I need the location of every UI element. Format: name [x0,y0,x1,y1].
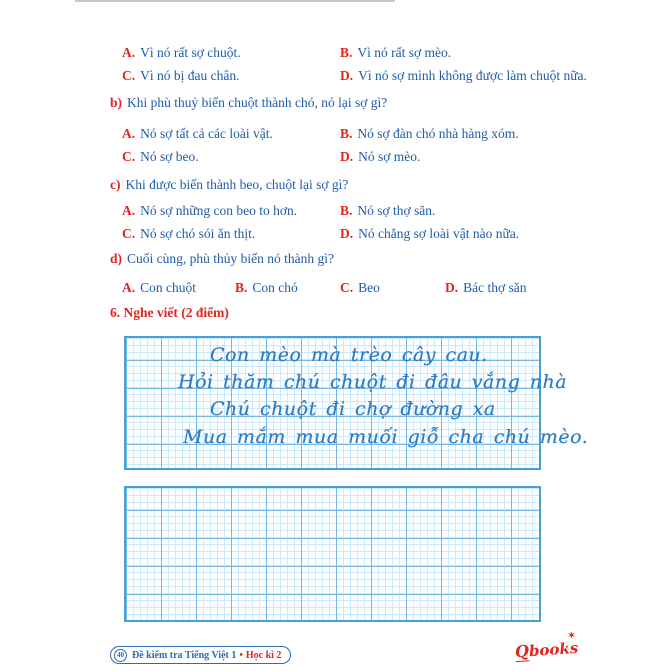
option-a [122,203,340,219]
option-letter: C. [122,149,136,164]
option-letter: A. [122,203,136,218]
handwriting-grid-empty [124,486,541,622]
options-row [122,68,651,84]
option-letter: B. [340,203,353,218]
dictation-line: Con mèo mà trèo cây cau. [210,344,488,366]
options-row [122,126,651,142]
option-text: Con chó [252,280,298,295]
dictation-line: Hỏi thăm chú chuột đi đâu vắng nhà [178,371,568,393]
option-b [340,45,651,61]
option-letter: D. [340,226,354,241]
option-text: Nó sợ chó sói ăn thịt. [140,226,256,241]
option-c [340,280,380,296]
question-c [110,177,348,193]
page-number: 40 [114,649,127,662]
option-letter: C. [122,226,136,241]
option-text: Vì nó bị đau chân. [140,68,240,83]
dictation-line: Chú chuột đi chợ đường xa [210,398,496,420]
top-crop-line [75,0,395,2]
option-c [122,149,340,165]
option-letter: A. [122,280,136,295]
option-b [340,203,651,219]
option-text: Nó sợ đàn chó nhà hàng xóm. [357,126,519,141]
option-c [122,68,340,84]
option-d [445,280,527,296]
footer-semester: Học kì 2 [245,649,282,661]
option-text: Vì nó sợ mình không được làm chuột nữa. [358,68,587,83]
question-text: Cuối cùng, phù thủy biến nó thành gì? [127,251,334,266]
options-row [122,45,651,61]
footer-book-title: Đề kiểm tra Tiếng Việt 1 [132,649,237,661]
option-letter: B. [340,126,353,141]
option-text: Vì nó rất sợ mèo. [357,45,452,60]
question-d [110,251,334,267]
qbooks-logo [514,630,579,662]
option-c [122,226,340,242]
option-letter: C. [122,68,136,83]
option-text: Bác thợ săn [463,280,527,295]
option-b [340,126,651,142]
option-letter: A. [122,45,136,60]
option-d [340,149,651,165]
option-d [340,68,651,84]
option-text: Vì nó rất sợ chuột. [140,45,241,60]
logo-text: books [528,638,579,661]
option-letter: D. [340,68,354,83]
question-label: b) [110,95,123,110]
option-b [235,280,298,296]
options-row [122,149,651,165]
option-text: Nó sợ thợ săn. [357,203,436,218]
option-text: Nó sợ beo. [140,149,199,164]
footer-badge [110,646,291,664]
option-text: Nó sợ những con beo to hơn. [140,203,298,218]
option-text: Nó sợ mèo. [358,149,421,164]
question-label: c) [110,177,121,192]
question-text: Khi phù thuỷ biến chuột thành chó, nó lại sợ gì? [127,95,388,110]
question-label: d) [110,251,123,266]
section-heading: 6. Nghe viết (2 điểm) [110,305,229,320]
option-letter: C. [340,280,354,295]
logo-star-icon: ✶ [567,630,576,642]
option-text: Con chuột [140,280,196,295]
option-letter: B. [235,280,248,295]
option-text: Nó chẳng sợ loài vật nào nữa. [358,226,520,241]
option-letter: A. [122,126,136,141]
option-letter: D. [445,280,459,295]
question-text: Khi được biến thành beo, chuột lại sợ gì? [125,177,349,192]
dictation-line: Mua mắm mua muối giỗ cha chú mèo. [183,426,589,448]
logo-q-glyph: Q [514,641,530,662]
footer-separator-dot: • [239,649,243,661]
options-row [122,226,651,242]
options-row [122,203,651,219]
option-text: Nó sợ tất cả các loài vật. [140,126,273,141]
option-d [340,226,651,242]
question-b [110,95,387,111]
option-a [122,280,196,296]
option-letter: D. [340,149,354,164]
option-text: Beo [358,280,380,295]
option-letter: B. [340,45,353,60]
option-a [122,126,340,142]
option-a [122,45,340,61]
